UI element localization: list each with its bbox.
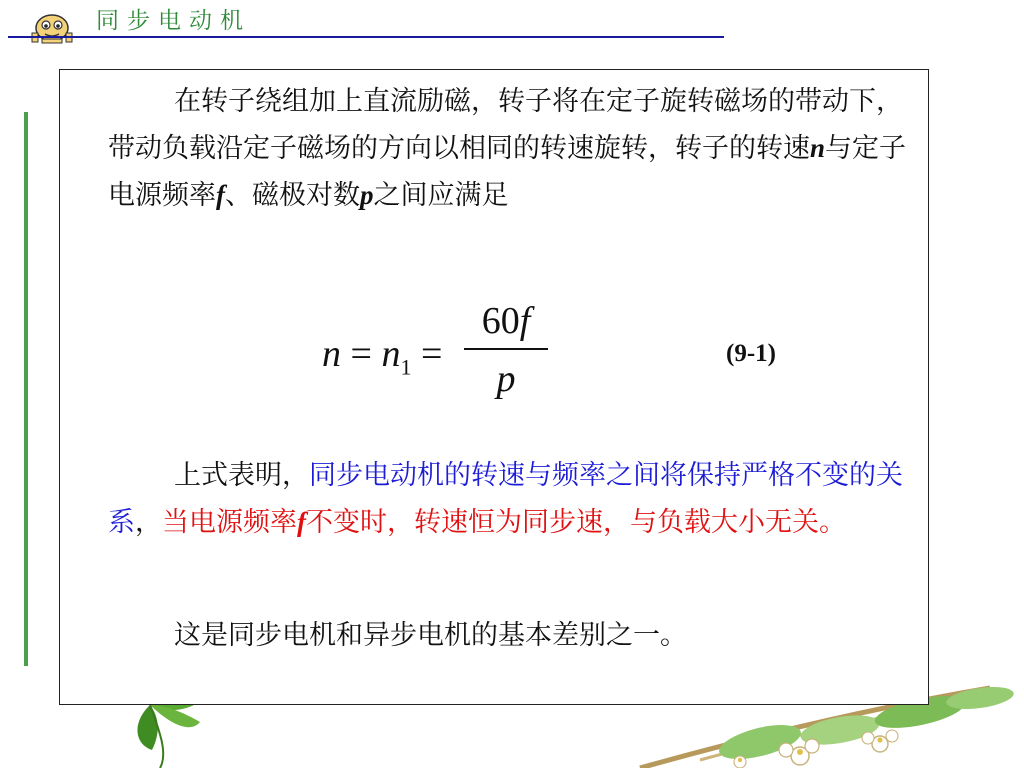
formula-equals-2: =: [411, 333, 443, 375]
intro-text-c: 、磁极对数: [225, 180, 360, 211]
paragraph-difference: [108, 612, 908, 659]
variable-n: n: [810, 133, 826, 163]
content-box: [59, 69, 929, 705]
left-accent-bar: [24, 112, 28, 666]
equation-number: (9-1): [726, 340, 776, 367]
slide-header: [0, 0, 740, 44]
conclusion-red-text-a: 当电源频率: [162, 507, 297, 538]
conclusion-red-variable-f: f: [297, 507, 306, 537]
intro-text-a: 在转子绕组加上直流励磁，转子将在定子旋转磁场的带动下，带动负载沿定子磁场的方向以相同的转速旋转，转子的转速: [108, 86, 903, 164]
formula-n1-subscript: 1: [400, 354, 412, 380]
formula-numerator-number: 60: [481, 300, 520, 342]
formula-n1: n: [381, 333, 401, 375]
formula-numerator: [464, 294, 548, 348]
formula-fraction: [464, 294, 548, 408]
mascot-icon: [22, 8, 82, 44]
intro-text-b: 与定子电源频率: [108, 133, 907, 211]
formula-lhs: [322, 332, 442, 381]
conclusion-comma: ，: [135, 507, 162, 538]
formula-9-1: [322, 294, 682, 414]
paragraph-conclusion: [108, 452, 908, 546]
variable-f: f: [216, 180, 225, 210]
header-title: 同步电动机: [96, 8, 251, 34]
header-divider: [8, 36, 724, 38]
variable-p: p: [360, 180, 374, 210]
paragraph-intro: [108, 78, 908, 219]
formula-denominator: p: [496, 358, 516, 400]
conclusion-red-text-b: 不变时，转速恒为同步速，与负载大小无关。: [306, 507, 846, 538]
difference-text: 这是同步电机和异步电机的基本差别之一。: [174, 620, 687, 651]
conclusion-text-a: 上式表明，: [174, 460, 309, 491]
formula-n: n: [322, 333, 341, 375]
intro-text-d: 之间应满足: [373, 180, 509, 211]
formula-numerator-f: f: [519, 300, 531, 342]
conclusion-blue-text: 同步电动机的转速与频率之间将保持严格不变的关系: [108, 460, 903, 538]
formula-equals-1: =: [341, 333, 382, 375]
